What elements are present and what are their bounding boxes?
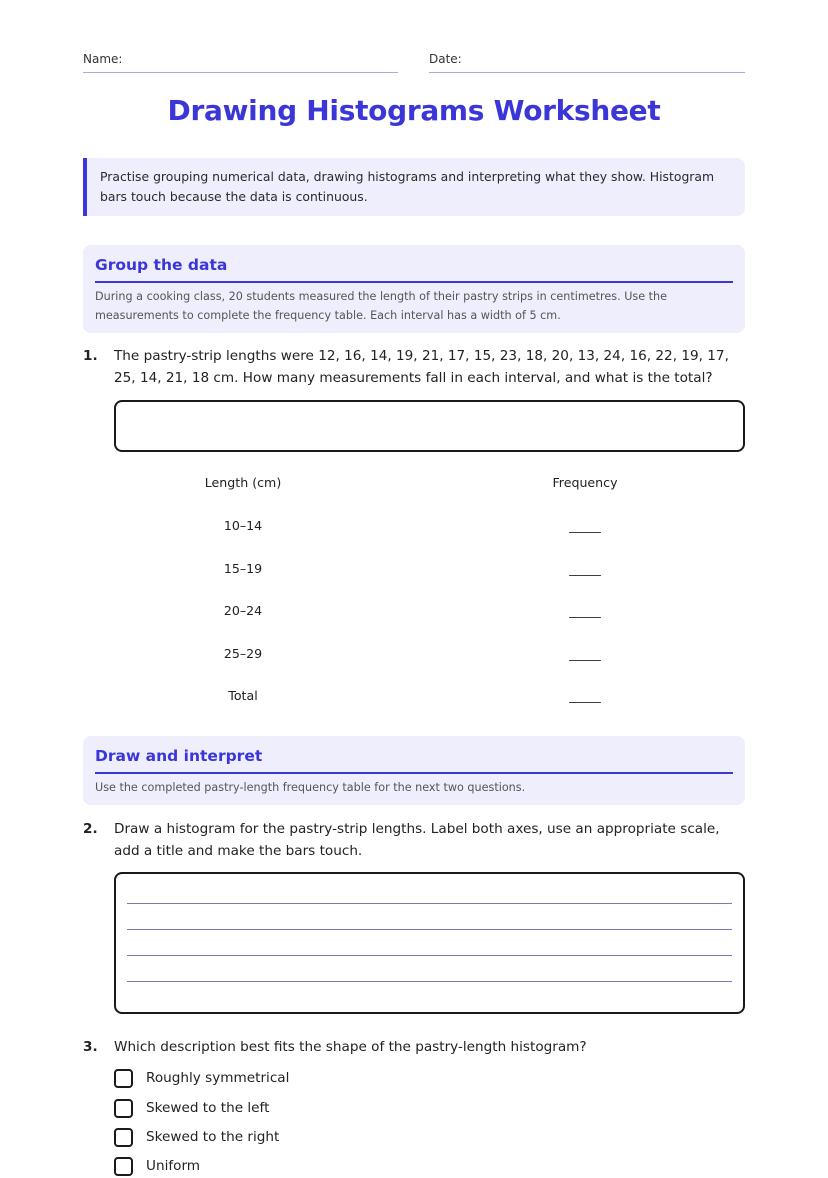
option-uniform[interactable]: [114, 1154, 514, 1178]
frequency-blank[interactable]: _____: [569, 603, 601, 618]
table-row: [114, 596, 745, 626]
table-header-row: [114, 468, 745, 498]
question-number: 3.: [83, 1039, 98, 1055]
question-text: The pastry-strip lengths were 12, 16, 14, 19, 21, 17, 15, 23, 18, 20, 13, 24, 16, 22, 19, 17, 25, 14, 21, 18 cm. How many measurements fall in each interval, and what is the total?: [114, 348, 729, 386]
name-label: Name:: [83, 52, 123, 66]
header-fields: [83, 52, 745, 74]
interval-cell: 20–24: [223, 603, 263, 618]
table-row: [114, 554, 745, 584]
section-description: Use the completed pastry-length frequency table for the next two questions.: [95, 781, 526, 794]
section-description: During a cooking class, 20 students measured the length of their pastry strips in centimetres. Use the measurements to complete the frequency table. Each interval has a width of 5 cm.: [95, 290, 668, 322]
total-cell: Total: [228, 688, 258, 703]
section-group-the-data: [83, 245, 745, 333]
writing-line: [127, 903, 732, 904]
answer-box-2[interactable]: [114, 872, 745, 1014]
checkbox[interactable]: [114, 1157, 133, 1176]
date-field[interactable]: [429, 52, 745, 73]
column-header-frequency: Frequency: [552, 475, 618, 490]
question-number: 2.: [83, 821, 98, 837]
option-skewed-right[interactable]: [114, 1125, 514, 1149]
question-text: Which description best fits the shape of the pastry-length histogram?: [114, 1039, 587, 1055]
frequency-blank[interactable]: _____: [569, 646, 601, 661]
table-row: [114, 511, 745, 541]
name-field[interactable]: [83, 52, 398, 73]
option-roughly-symmetrical[interactable]: [114, 1066, 514, 1090]
answer-box-1[interactable]: [114, 400, 745, 452]
section-draw-and-interpret: [83, 736, 745, 805]
date-label: Date:: [429, 52, 462, 66]
interval-cell: 10–14: [223, 518, 263, 533]
option-label: Roughly symmetrical: [146, 1070, 290, 1086]
writing-line: [127, 929, 732, 930]
frequency-blank[interactable]: _____: [569, 561, 601, 576]
interval-cell: 15–19: [223, 561, 263, 576]
total-blank[interactable]: _____: [569, 688, 601, 703]
frequency-blank[interactable]: _____: [569, 518, 601, 533]
checkbox[interactable]: [114, 1099, 133, 1118]
section-title: Group the data: [95, 245, 733, 283]
option-label: Uniform: [146, 1158, 201, 1174]
intro-callout: Practise grouping numerical data, drawing histograms and interpreting what they show. Histogram bars touch because the data is continuous.: [83, 158, 745, 216]
page-title: Drawing Histograms Worksheet: [167, 94, 661, 127]
checkbox[interactable]: [114, 1128, 133, 1147]
checkbox[interactable]: [114, 1069, 133, 1088]
option-label: Skewed to the left: [146, 1100, 270, 1116]
option-skewed-left[interactable]: [114, 1096, 514, 1120]
option-label: Skewed to the right: [146, 1129, 280, 1145]
section-title: Draw and interpret: [95, 736, 733, 774]
table-row-total: [114, 681, 745, 711]
writing-line: [127, 955, 732, 956]
question-text: Draw a histogram for the pastry-strip lengths. Label both axes, use an appropriate scale, add a title and make the bars touch.: [114, 821, 720, 859]
writing-line: [127, 981, 732, 982]
column-header-length: Length (cm): [204, 475, 282, 490]
question-number: 1.: [83, 348, 98, 364]
table-row: [114, 639, 745, 669]
interval-cell: 25–29: [223, 646, 263, 661]
